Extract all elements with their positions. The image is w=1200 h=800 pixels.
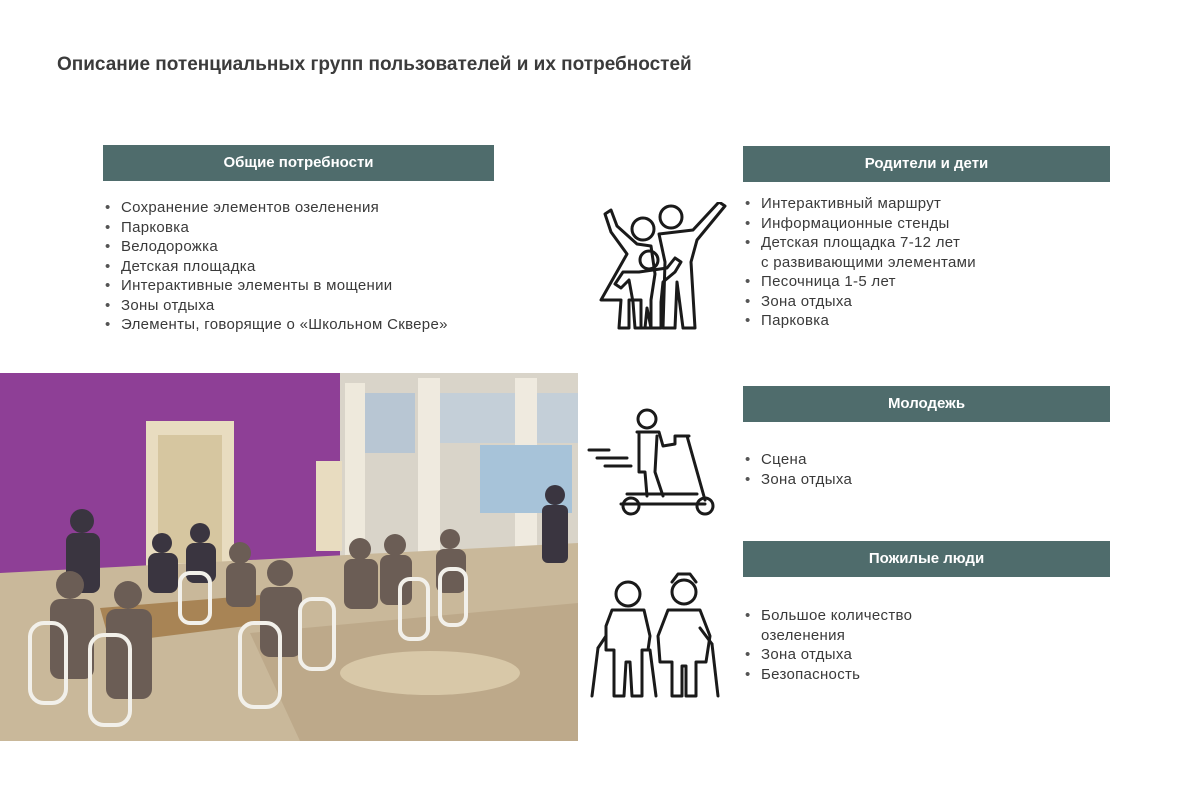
list-item-continuation: с развивающими элементами — [761, 253, 976, 271]
parents-children-header: Родители и дети — [743, 146, 1110, 182]
list-item: • Зона отдыха — [743, 645, 912, 665]
list-item: • Парковка — [743, 311, 976, 331]
list-item: • Парковка — [103, 218, 448, 238]
general-needs-list — [103, 198, 448, 335]
elderly-header: Пожилые люди — [743, 541, 1110, 577]
list-item: • Сохранение элементов озеленения — [103, 198, 448, 218]
list-item: • Детская площадка 7-12 лет — [743, 233, 976, 253]
scooter-icon — [587, 406, 717, 518]
list-item: • Велодорожка — [103, 237, 448, 257]
elderly-list — [743, 606, 912, 684]
list-item: • Элементы, говорящие о «Школьном Сквере» — [103, 315, 448, 335]
list-item: • Безопасность — [743, 665, 912, 685]
youth-header: Молодежь — [743, 386, 1110, 422]
list-item: • Интерактивный маршрут — [743, 194, 976, 214]
list-item: • Большое количество — [743, 606, 912, 626]
meeting-photo — [0, 373, 578, 741]
list-item: • Интерактивные элементы в мощении — [103, 276, 448, 296]
list-item: • Зона отдыха — [743, 292, 976, 312]
list-item: • Детская площадка — [103, 257, 448, 277]
family-icon — [593, 202, 729, 332]
elderly-couple-icon — [588, 566, 724, 700]
page-title: Описание потенциальных групп пользователей и их потребностей — [57, 54, 692, 75]
list-item: • Сцена — [743, 450, 852, 470]
general-needs-header: Общие потребности — [103, 145, 494, 181]
list-item: • Зона отдыха — [743, 470, 852, 490]
list-item-continuation: озеленения — [761, 626, 846, 644]
youth-list — [743, 450, 852, 489]
parents-children-list — [743, 194, 976, 331]
list-item: • Информационные стенды — [743, 214, 976, 234]
list-item: • Песочница 1-5 лет — [743, 272, 976, 292]
list-item: • Зоны отдыха — [103, 296, 448, 316]
